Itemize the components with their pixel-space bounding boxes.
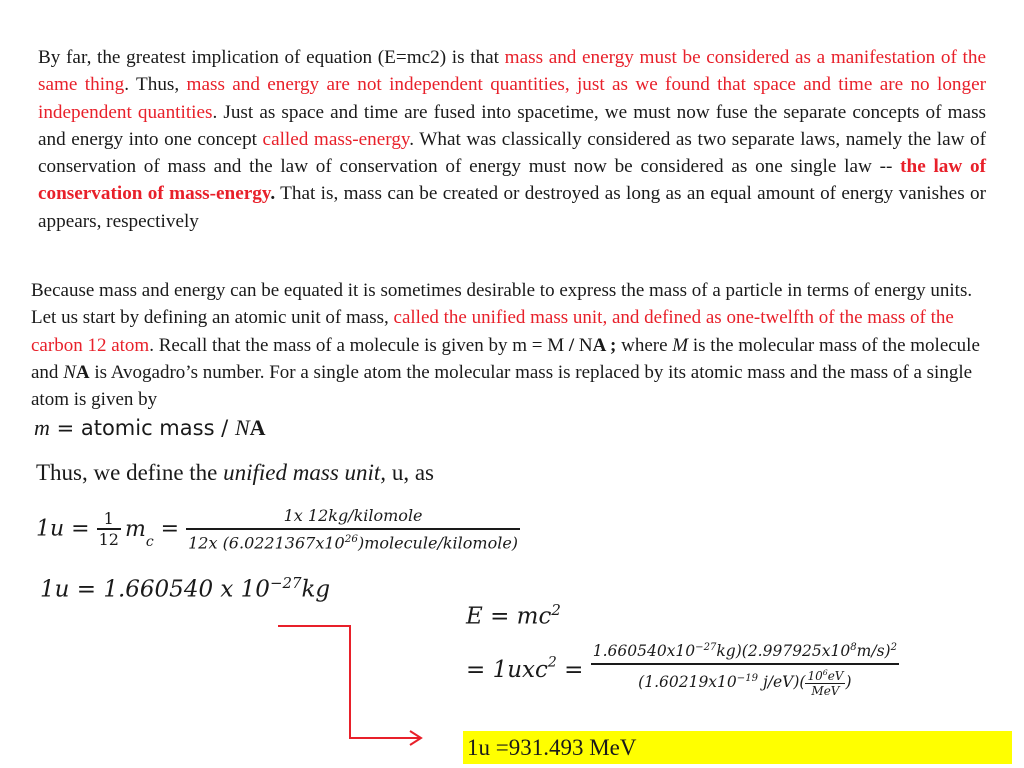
text: = xyxy=(556,657,591,684)
numerator: 1x 12kg/kilomole xyxy=(186,506,520,530)
text: where xyxy=(616,334,673,356)
text: kg xyxy=(301,576,331,603)
text: ; xyxy=(605,334,617,356)
text: . Just as space and time are fused into spacetime, we must now fuse the separate concepts of mass and energy into one concept xyxy=(38,101,986,150)
exponent: 6 xyxy=(822,668,828,678)
text: (1.60219x10 xyxy=(638,673,737,692)
text: N xyxy=(234,415,250,440)
text: A xyxy=(249,415,266,440)
exponent: 2 xyxy=(547,654,557,671)
denominator: MeV xyxy=(811,684,840,699)
text: = 1uxc xyxy=(466,657,548,684)
highlight-text: mass and energy are not independent quantities, just as we found that space and time are no longer independent quantities xyxy=(38,74,987,123)
highlight-text: mass and energy must be considered as a manifestation of the same thing xyxy=(38,47,986,96)
text: is the molecular mass of the molecule and xyxy=(31,334,980,383)
text: . Recall that the mass of a molecule is given by m = M xyxy=(149,334,569,356)
text: unified mass unit, xyxy=(223,460,387,485)
result-highlight: 1u =931.493 MeV xyxy=(463,731,1012,764)
exponent: −27 xyxy=(695,642,717,653)
text: eV xyxy=(827,669,844,684)
highlight-bold-text: the law of conservation of mass-energy xyxy=(38,156,987,205)
text: N xyxy=(574,334,593,356)
text: A xyxy=(592,334,606,356)
exponent: −27 xyxy=(269,574,302,592)
text: ) xyxy=(845,673,852,692)
subscript: c xyxy=(145,534,154,551)
highlight-text: called mass-energy xyxy=(262,128,410,150)
denominator: 12 xyxy=(98,530,119,550)
text: 10 xyxy=(807,669,823,684)
text: = atomic mass / xyxy=(49,416,235,440)
text: E = mc xyxy=(466,603,552,630)
text: . What was classically considered as two separate laws, namely the law of conservation of mass and the law of conservation of energy must now be considered as one single law -- xyxy=(38,128,986,178)
text: = xyxy=(153,516,187,542)
text: M xyxy=(672,334,689,356)
exponent: 8 xyxy=(850,642,857,653)
text: m xyxy=(124,516,146,542)
text: Because mass and energy can be equated it is sometimes desirable to express the mass of a particle in terms of energy units. Let us start by defining an atomic unit of mass, xyxy=(31,280,973,329)
exponent: 26 xyxy=(344,533,358,545)
text: By far, the greatest implication of equation (E=mc2) is that xyxy=(38,47,505,68)
text: / xyxy=(568,334,575,356)
exponent: 2 xyxy=(551,601,561,619)
text: u, as xyxy=(386,460,434,485)
text: kg)(2.997925x10 xyxy=(716,642,851,661)
text: m/s) xyxy=(856,642,891,661)
text: Thus, we define the xyxy=(36,460,224,485)
exponent: 2 xyxy=(890,642,897,653)
text: A xyxy=(75,361,90,383)
text: 1.660540x10 xyxy=(592,642,696,661)
text: is Avogadro’s number. For a single atom the molecular mass is replaced by its atomic mass and the mass of a single atom is given by xyxy=(31,361,973,411)
numerator: 1 xyxy=(97,509,121,530)
text: N xyxy=(63,361,76,383)
text: 12x (6.0221367x10 xyxy=(188,533,345,553)
text: That is, mass can be created or destroyed as long as an equal amount of energy vanishes or appears, respectively xyxy=(38,183,986,232)
text: )molecule/kilomole) xyxy=(357,533,519,553)
text: j/eV)( xyxy=(758,673,806,692)
text: 1u = xyxy=(36,516,97,542)
text: . Thus, xyxy=(124,74,187,96)
exponent: −19 xyxy=(736,673,759,684)
text: 1u = 1.660540 x 10 xyxy=(40,576,270,603)
text: m xyxy=(34,415,50,440)
text: . xyxy=(270,183,276,205)
highlight-text: called the unified mass unit, and defined as one-twelfth of the mass of the carbon 12 atom xyxy=(31,307,954,356)
